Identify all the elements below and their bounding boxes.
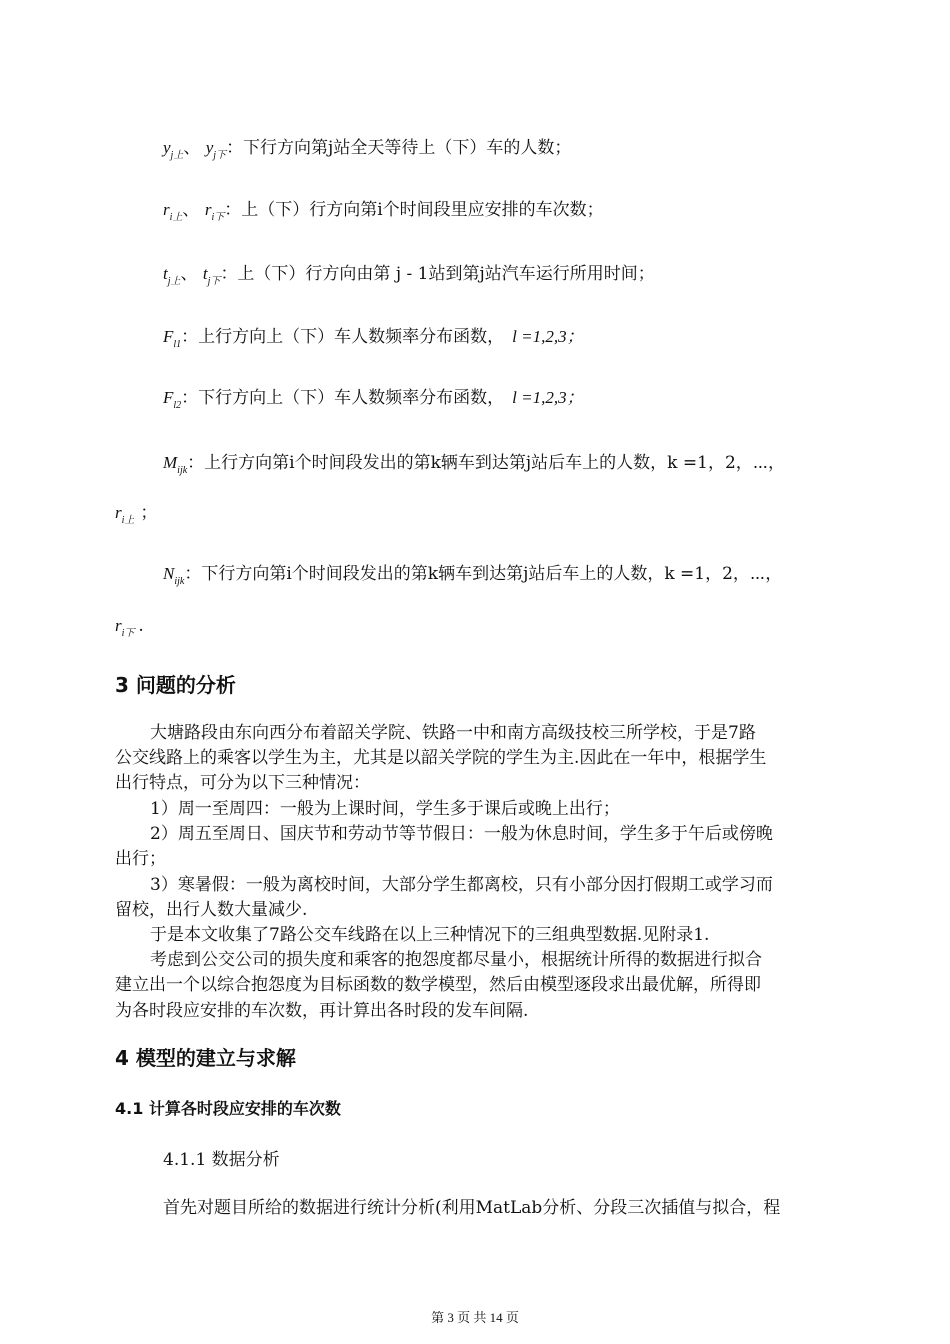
section-3-heading: 3 问题的分析 [115,673,236,697]
subscript: j上 [170,150,184,161]
def-row-2: $r_{i上}$、 $r_{i下}$：上（下）行方向第i个时间段里应安排的车次数； [163,200,604,223]
symbol: r [204,200,212,219]
definition-text: ：上（下）行方向第i个时间段里应安排的车次数； [224,200,604,220]
def-row-5 [163,386,584,418]
subscript: l2 [173,400,182,411]
para-line: 建立出一个以综合抱怨度为目标函数的数学模型，然后由模型逐段求出最优解，所得即 [115,975,761,995]
subscript: i上 [169,212,183,223]
subsection-heading: 4.1 计算各时段应安排的车次数 [115,1099,341,1118]
def-row-6-cont [115,501,157,533]
definition-text: ：上行方向第i个时间段发出的第k辆车到达第j站后车上的人数，k =1，2，⋯， [187,453,786,473]
symbol: M [163,453,178,472]
subscript: i上 [121,515,135,526]
def-row-1: $y_{j上}$、 $y_{j下}$：下行方向第j站全天等待上（下）车的人数； [163,138,572,161]
para-line: 考虑到公交公司的损失度和乘客的抱怨度都尽量小，根据统计所得的数据进行拟合 [150,950,762,970]
punctuation: ； [140,503,158,523]
para-line: 大塘路段由东向西分布着韶关学院、铁路一中和南方高级技校三所学校，于是7路 [150,723,756,743]
symbol: r [163,200,170,219]
subscript: i下 [121,628,135,639]
symbol: r [115,616,122,635]
para-line: 公交线路上的乘客以学生为主，尤其是以韶关学院的学生为主.因此在一年中，根据学生 [115,748,767,768]
subscript: i下 [211,212,225,223]
subscript: j下 [213,150,227,161]
subscript: j上 [167,276,181,287]
symbol: y [205,138,214,157]
subsubsection-heading: 4.1.1 数据分析 [163,1150,280,1170]
symbol: F [163,327,174,346]
para-line: 为各时段应安排的车次数，再计算出各时段的发车间隔. [115,1001,529,1021]
definition-text: ：下行方向第i个时间段发出的第k辆车到达第j站后车上的人数，k =1，2，⋯， [184,564,783,584]
def-row-6 [163,451,785,483]
def-row-7 [163,562,782,594]
para-line: 首先对题目所给的数据进行统计分析(利用MatLab分析、分段三次插值与拟合，程 [163,1198,781,1218]
definition-text: ：上行方向上（下）车人数频率分布函数， [181,327,505,347]
punctuation: . [138,616,144,636]
def-row-7-cont [115,614,144,646]
symbol: F [163,388,174,407]
para-line: 出行； [115,849,166,869]
definition-text: ：下行方向上（下）车人数频率分布函数， [181,388,505,408]
condition: l =1,2,3； [512,327,584,346]
condition: l =1,2,3； [512,388,584,407]
subscript: j下 [207,276,221,287]
subscript: l1 [173,339,182,350]
section-4-heading: 4 模型的建立与求解 [115,1046,296,1070]
def-row-3: $t_{j上}$、 $t_{j下}$：上（下）行方向由第 j - 1站到第j站汽车运行所用时间； [163,264,655,287]
para-line: 于是本文收集了7路公交车线路在以上三种情况下的三组典型数据.见附录1. [150,925,710,945]
subscript: ijk [174,576,185,587]
definition-text: ：下行方向第j站全天等待上（下）车的人数； [226,138,572,158]
def-row-4 [163,325,584,357]
symbol: r [115,503,122,522]
para-line: 2）周五至周日、国庆节和劳动节等节假日：一般为休息时间，学生多于午后或傍晚 [150,824,773,844]
subscript: ijk [177,465,188,476]
symbol: t [163,264,168,283]
para-line: 3）寒暑假：一般为离校时间，大部分学生都离校，只有小部分因打假期工或学习而 [150,875,773,895]
symbol: y [163,138,171,157]
page-number: 第 3 页 共 14 页 [431,1310,519,1325]
symbol: N [163,564,175,583]
para-line: 留校，出行人数大量减少. [115,900,308,920]
para-line: 1）周一至周四：一般为上课时间，学生多于课后或晚上出行； [150,799,620,819]
symbol: t [202,264,208,283]
para-line: 出行特点，可分为以下三种情况： [115,773,370,793]
definition-text: ：上（下）行方向由第 j - 1站到第j站汽车运行所用时间； [220,264,655,284]
